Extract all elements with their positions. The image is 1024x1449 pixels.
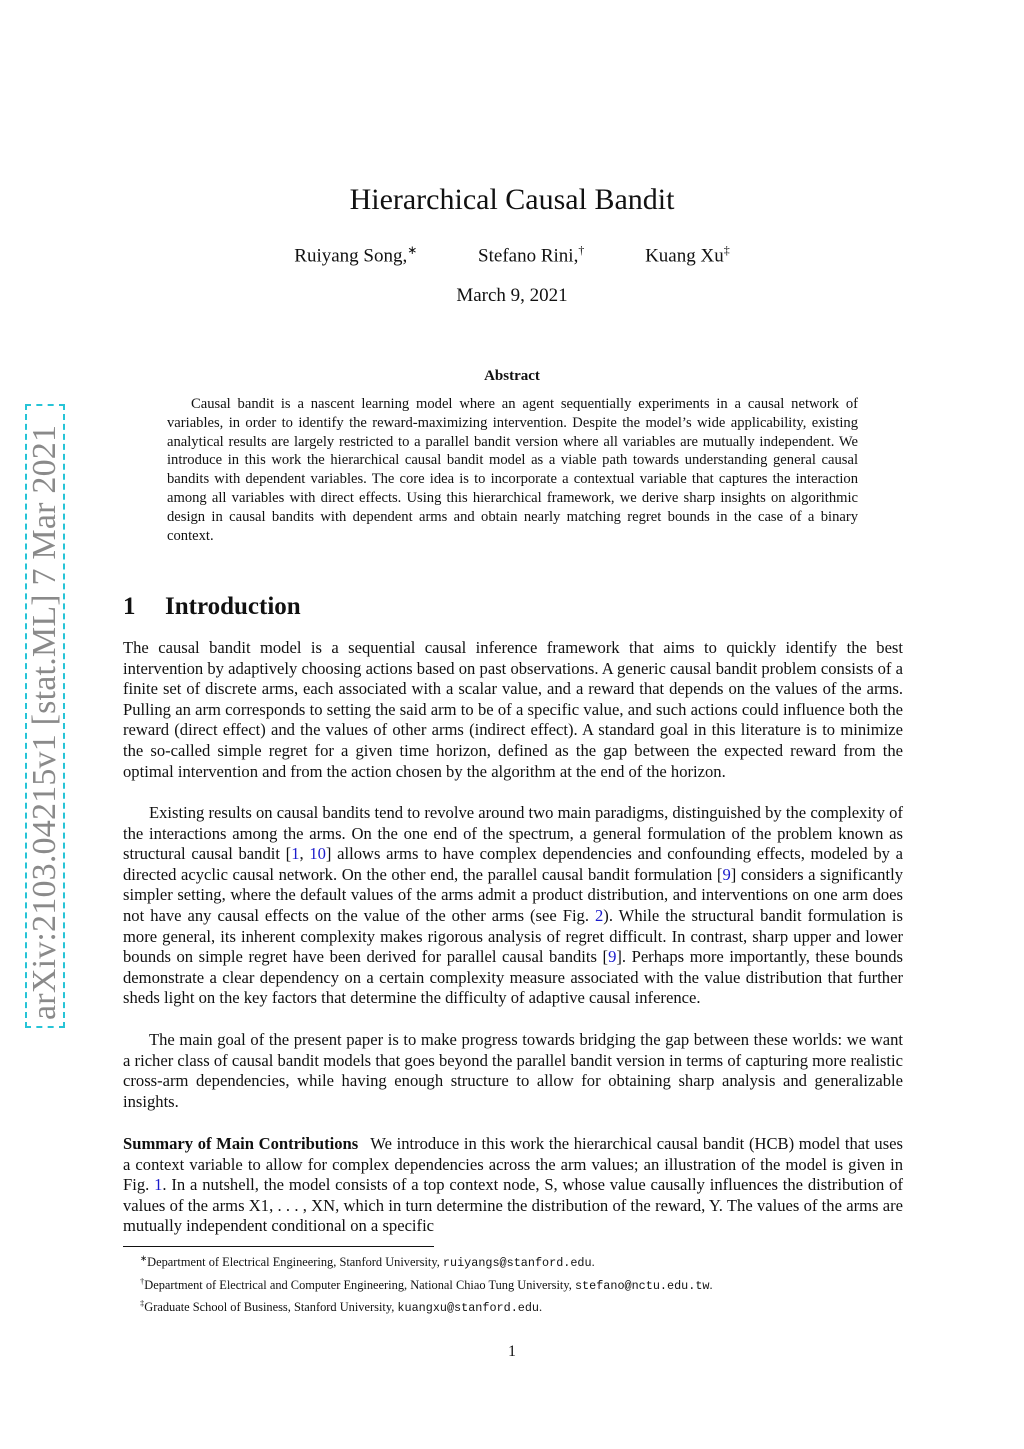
figure-link[interactable]: 2 [595,905,604,925]
paragraph-text: . In a nutshell, the model consists of a top context node, S, whose value causally influences the distribution of values of the arms X1, . . . , XN, which in turn determine the distribution of the reward, Y. The values of the arms are mutually independent conditional on a specific [123,1175,904,1236]
footnote-end: . [591,1255,595,1270]
paragraph-text: We introduce in this work the hierarchical causal bandit (HCB) model that uses a context variable to allow for complex dependencies across the arm values; an illustration of the model is given in Fig. [123,1134,904,1195]
citation-separator: , [299,844,310,864]
abstract-text: Causal bandit is a nascent learning model where an agent sequentially experiments in a causal network of variables, in order to identify the reward-maximizing intervention. Despite the model’s wide applicability, existing analytical results are largely restricted to a parallel bandit version where all variables are mutually independent. We introduce in this work the hierarchical causal bandit model as a viable path towards understanding general causal bandits with dependent variables. The core idea is to incorporate a contextual variable that captures the interaction among all variables with direct effects. Using this hierarchical framework, we derive sharp insights on algorithmic design in causal bandits with dependent arms and obtain nearly matching regret bounds in the case of a binary context. [167,396,858,544]
author-3 [645,243,730,267]
paragraph-text: ). While the structural bandit formulation is more general, its inherent complexity makes rigorous analysis of regret difficult. In contrast, sharp upper and lower bounds on simple regret have been derived for parallel causal bandits [ [123,905,903,967]
paper-date: March 9, 2021 [456,285,568,306]
paragraph-text: Existing results on causal bandits tend to revolve around two main paradigms, distinguished by the complexity of the interactions among the arms. On the one end of the spectrum, a general formulation of the problem known as structural causal bandit [ [123,803,903,864]
author-name: Kuang Xu [645,245,724,267]
email-link[interactable]: stefano@nctu.edu.tw [574,1278,710,1293]
footnote-end: . [539,1300,543,1315]
run-in-heading: Summary of Main Contributions [123,1134,359,1153]
footnote-text: Department of Electrical and Computer Engineering, National Chiao Tung University, [144,1277,575,1292]
citation-link[interactable]: 10 [309,844,326,864]
footnote-mark: † [578,243,585,257]
footnote-rule [123,1246,434,1247]
footnote-mark: ∗ [407,243,418,257]
footnote-mark: ‡ [140,1298,145,1309]
paragraph-text: ] considers a significantly simpler setting, where the default values of the arms admit a product distribution, and interventions on one arm does not have any causal effects on the value of the other arms (see Fig. [123,864,903,925]
paragraph-2 [123,803,903,1009]
footnote-mark: ‡ [723,243,730,257]
email-link[interactable]: kuangxu@stanford.edu [397,1301,540,1316]
section-heading [123,593,903,621]
paper-title: Hierarchical Causal Bandit [349,183,675,216]
citation-link[interactable]: 1 [291,844,300,864]
email-link[interactable]: ruiyangs@stanford.edu [442,1256,592,1271]
footnote-text: Graduate School of Business, Stanford University, [144,1300,398,1315]
author-name: Ruiyang Song, [294,245,408,267]
paragraph-text: ] allows arms to have complex dependencies and confounding effects, modeled by a directed acyclic causal network. On the other end, the parallel causal bandit formulation [ [123,844,903,884]
author-name: Stefano Rini, [478,245,579,267]
paragraph-4 [123,1134,903,1237]
footnote-3 [123,1295,903,1318]
section-number: 1 [123,593,136,620]
author-list [0,243,1024,267]
footnote-text: Department of Electrical Engineering, Stanford University, [147,1255,443,1270]
footnote-mark: ∗ [140,1253,148,1263]
author-2 [478,243,584,267]
arxiv-stamp: arXiv:2103.04215v1 [stat.ML] 7 Mar 2021 [25,404,65,1028]
footnotes [123,1250,903,1318]
figure-link[interactable]: 1 [154,1175,163,1195]
paragraph-1: The causal bandit model is a sequential causal inference framework that aims to quickly identify the best intervention by adaptively choosing actions based on past observations. A generic causal bandit problem consists of a finite set of discrete arms, each associated with a scalar value, and a reward that depends on the values of the arms. Pulling an arm corresponds to setting the said arm to be of a specific value, and such actions could influence both the reward (direct effect) and the values of other arms (indirect effect). A standard goal in this literature is to minimize the so-called simple regret for a given time horizon, defined as the gap between the expected reward from the optimal intervention and from the action chosen by the algorithm at the end of the horizon. [123,638,903,781]
footnote-end: . [709,1277,713,1292]
page-number: 1 [508,1343,516,1360]
footnote-1 [123,1250,903,1273]
footnote-2 [123,1273,903,1296]
section-title: Introduction [165,593,301,620]
author-1 [294,243,417,267]
abstract-heading: Abstract [484,368,540,384]
paragraph-text: ]. Perhaps more importantly, these bounds demonstrate a clear dependency on a certain complexity measure associated with the value distribution that further sheds light on the key factors that determine the difficulty of adaptive causal inference. [123,947,903,1008]
citation-link[interactable]: 9 [722,864,731,884]
citation-link[interactable]: 9 [608,947,617,967]
footnote-mark: † [140,1275,145,1286]
paragraph-3: The main goal of the present paper is to make progress towards bridging the gap between these worlds: we want a richer class of causal bandit models that goes beyond the parallel bandit version in terms of capturing more realistic cross-arm dependencies, while having enough structure to allow for obtaining sharp analysis and generalizable insights. [123,1030,903,1111]
